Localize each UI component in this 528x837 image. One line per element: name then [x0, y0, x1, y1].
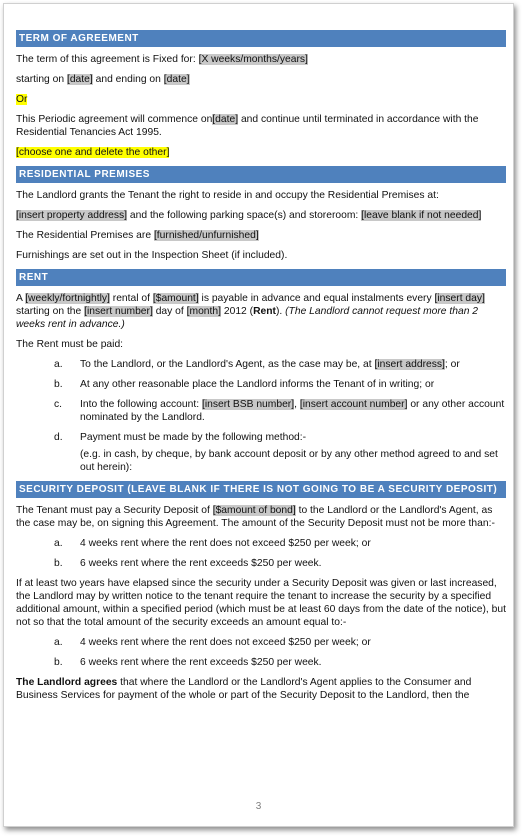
term-paragraph-1 — [16, 53, 506, 66]
term-or — [16, 93, 506, 106]
rent-text: Into the following account: — [80, 399, 200, 410]
payment-method-note: (e.g. in cash, by cheque, by bank account deposit or by any other method agreed to and set out herein): — [80, 449, 498, 473]
premises-paragraph-3 — [16, 229, 506, 242]
list-label: a. — [54, 538, 63, 549]
list-label: b. — [54, 558, 63, 569]
bsb-number-field[interactable]: [insert BSB number] — [201, 399, 295, 410]
list-item — [16, 358, 506, 371]
term-length-field[interactable]: [X weeks/months/years] — [198, 54, 308, 65]
premises-paragraph-2 — [16, 209, 506, 222]
list-item — [16, 557, 506, 570]
security-paragraph-1 — [16, 504, 506, 530]
page-number: 3 — [255, 801, 262, 812]
start-date-field[interactable]: [date] — [66, 74, 93, 85]
list-label: a. — [54, 359, 63, 370]
list-label: a. — [54, 637, 63, 648]
rent-text: , — [294, 399, 297, 410]
term-text: and ending on — [95, 74, 161, 85]
list-item — [16, 537, 506, 550]
term-text: starting on — [16, 74, 65, 85]
list-label: d. — [54, 432, 63, 443]
choose-highlight: [choose one and delete the other] — [16, 147, 170, 158]
rent-paragraph-1 — [16, 292, 506, 331]
list-text: 4 weeks rent where the rent does not exceed $250 per week; or — [80, 637, 371, 648]
section-heading-premises: RESIDENTIAL PREMISES — [16, 166, 506, 183]
premises-paragraph-4: Furnishings are set out in the Inspection Sheet (if included). — [16, 250, 288, 261]
list-label: c. — [54, 399, 63, 410]
term-paragraph-3 — [16, 113, 506, 139]
term-choose — [16, 146, 506, 159]
rent-defined-term: Rent — [253, 306, 276, 317]
list-text: 6 weeks rent where the rent exceeds $250 per week. — [80, 657, 322, 668]
parking-field[interactable]: [leave blank if not needed] — [361, 210, 482, 221]
premises-text: and the following parking space(s) and storeroom: — [129, 210, 359, 221]
list-text: Payment must be made by the following method:- — [80, 432, 307, 443]
rent-text: is payable in advance and equal instalments every — [201, 293, 432, 304]
list-item — [16, 636, 506, 649]
rent-text: ). — [275, 306, 283, 317]
rent-paragraph-2: The Rent must be paid: — [16, 339, 124, 350]
list-text — [80, 398, 506, 424]
list-text: 4 weeks rent where the rent does not exceed $250 per week; or — [80, 538, 371, 549]
premises-text: The Residential Premises are — [16, 230, 152, 241]
list-label: b. — [54, 379, 63, 390]
rent-text: To the Landlord, or the Landlord's Agent, as the case may be, at — [80, 359, 372, 370]
rent-start-number-field[interactable]: [insert number] — [84, 306, 153, 317]
list-text: 6 weeks rent where the rent exceeds $250 per week. — [80, 558, 322, 569]
list-text — [80, 358, 506, 371]
account-number-field[interactable]: [insert account number] — [299, 399, 408, 410]
section-heading-security: SECURITY DEPOSIT (LEAVE BLANK IF THERE IS NOT GOING TO BE A SECURITY DEPOSIT) — [16, 481, 506, 498]
rent-text: rental of — [112, 293, 150, 304]
rent-amount-field[interactable]: [$amount] — [152, 293, 199, 304]
list-item — [16, 431, 506, 444]
list-label: b. — [54, 657, 63, 668]
end-date-field[interactable]: [date] — [163, 74, 190, 85]
term-paragraph-2 — [16, 73, 506, 86]
property-address-field[interactable]: [insert property address] — [16, 210, 128, 221]
section-heading-term: TERM OF AGREEMENT — [16, 30, 506, 47]
term-text: and continue until terminated in accordance with the Residential Tenancies Act 1995. — [16, 114, 479, 138]
list-item — [16, 656, 506, 669]
security-text: that where the Landlord or the Landlord's Agent applies to the Consumer and Business Services for payment of the whole or part of the Security Deposit to the Landlord, then the — [16, 677, 472, 701]
security-paragraph-3 — [16, 676, 506, 702]
security-text: to the Landlord or the Landlord's Agent, as the case may be, on signing this Agreement. The amount of the Security Deposit must not be more than:- — [16, 505, 495, 529]
or-highlight: Or — [16, 94, 28, 105]
rent-advance-note: (The Landlord cannot request more than 2 weeks rent in advance.) — [16, 306, 479, 330]
furnished-field[interactable]: [furnished/unfurnished] — [153, 230, 259, 241]
rent-text: ; or — [444, 359, 460, 370]
rent-month-field[interactable]: [month] — [186, 306, 221, 317]
term-text: The term of this agreement is Fixed for: — [16, 54, 196, 65]
page-content — [16, 30, 506, 709]
rent-text: 2012 ( — [223, 306, 254, 317]
security-paragraph-2: If at least two years have elapsed since the security under a Security Deposit was given or last increased, the Landlord may by written notice to the tenant require the tenant to increase the security by a specified additional amount, within a specified period (which must be at least 60 days from the date of the notice), but not so that the total amount of the security exceeds an amount equal to:- — [16, 578, 506, 628]
list-item — [16, 398, 506, 424]
commence-date-field[interactable]: [date] — [212, 114, 239, 125]
rent-text: or any other account nominated by the Landlord. — [80, 399, 505, 423]
rent-day-field[interactable]: [insert day] — [434, 293, 485, 304]
rent-text: day of — [155, 306, 184, 317]
document-page — [3, 3, 514, 827]
list-item — [16, 378, 506, 391]
rent-text: A — [16, 293, 23, 304]
section-heading-rent: RENT — [16, 269, 506, 286]
bond-amount-field[interactable]: [$amount of bond] — [212, 505, 296, 516]
payment-address-field[interactable]: [insert address] — [374, 359, 445, 370]
list-text: At any other reasonable place the Landlord informs the Tenant of in writing; or — [80, 379, 435, 390]
security-text: The Tenant must pay a Security Deposit of — [16, 505, 210, 516]
rent-text: starting on the — [16, 306, 82, 317]
premises-paragraph-1: The Landlord grants the Tenant the right to reside in and occupy the Residential Premises at: — [16, 190, 439, 201]
landlord-agrees: The Landlord agrees — [16, 677, 118, 688]
term-text: This Periodic agreement will commence on — [16, 114, 213, 125]
rent-frequency-field[interactable]: [weekly/fortnightly] — [25, 293, 110, 304]
